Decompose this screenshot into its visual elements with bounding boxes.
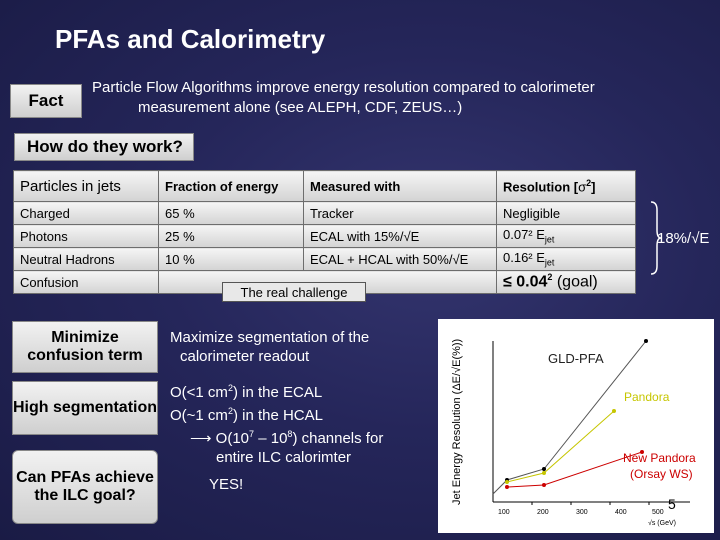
minimize-confusion-box: Minimize confusion term — [12, 321, 158, 373]
cell-resolution: 0.16² $E_{jet}$ — [497, 248, 636, 271]
intro-line-1: Particle Flow Algorithms improve energy resolution compared to calorimeter — [92, 79, 595, 96]
cell-resolution: 0.07² $E_{jet}$ — [497, 225, 636, 248]
header-fraction: Fraction of energy — [159, 171, 304, 202]
header-resolution: Resolution $[\sigma^2]$ — [497, 171, 636, 202]
legend-orsay-ws: (Orsay WS) — [630, 467, 693, 481]
x-tick-label: 500 — [652, 509, 664, 516]
how-label-box: How do they work? — [14, 133, 194, 161]
gld-pfa-point — [542, 467, 546, 471]
high-segmentation-box: High segmentation — [12, 381, 158, 435]
table-header-row — [14, 171, 636, 202]
x-tick-label: 100 — [498, 509, 510, 516]
cell-goal: ≤ $0.04^2$ (goal) — [497, 271, 636, 294]
cell-measured: Tracker — [304, 202, 497, 225]
yes-answer: YES! — [209, 476, 244, 493]
combined-resolution-label: 18%/√E — [657, 230, 710, 247]
segmentation-text: Maximize segmentation of the calorimeter readout — [170, 329, 370, 365]
new-pandora-line — [507, 452, 642, 487]
cell-fraction: 25 % — [159, 225, 304, 248]
header-particles: Particles in jets — [14, 171, 159, 202]
x-tick-label: 400 — [615, 509, 627, 516]
table-row — [14, 202, 636, 225]
plot-x-label: √s (GeV) — [648, 520, 676, 527]
cell-size-text: O(<1 $cm^2$) in the ECAL O(~1 $cm^2$) in the HCAL ⟶ $O(10^7 - 10^8)$ channels for entire ILC calorimter — [170, 383, 384, 466]
gld-pfa-point — [644, 339, 648, 343]
cell-fraction: 65 % — [159, 202, 304, 225]
cell-particle: Neutral Hadrons — [14, 248, 159, 271]
challenge-label: The real challenge — [222, 282, 366, 302]
fact-label-box: Fact — [10, 84, 82, 118]
plot-y-label: Jet Energy Resolution (ΔE/√E(%)) — [451, 338, 463, 505]
new-pandora-point — [505, 485, 509, 489]
cell-fraction: 10 % — [159, 248, 304, 271]
pandora-point — [612, 409, 616, 413]
cell-measured: ECAL with 15%/√E — [304, 225, 497, 248]
legend-pandora: Pandora — [624, 390, 670, 404]
ilc-goal-question-box: Can PFAs achieve the ILC goal? — [12, 450, 158, 524]
new-pandora-point — [542, 483, 546, 487]
legend-gld-pfa: GLD-PFA — [548, 351, 604, 366]
pandora-line — [507, 411, 614, 482]
slide-title: PFAs and Calorimetry — [55, 24, 326, 54]
table-row — [14, 225, 636, 248]
pandora-point — [505, 480, 509, 484]
cell-measured: ECAL + HCAL with 50%/√E — [304, 248, 497, 271]
cell-confusion: Confusion — [14, 271, 159, 294]
legend-new-pandora: New Pandora — [623, 451, 696, 465]
intro-text — [92, 78, 652, 118]
header-measured: Measured with — [304, 171, 497, 202]
pandora-point — [542, 471, 546, 475]
x-tick-label: 300 — [576, 509, 588, 516]
resolution-table — [13, 170, 636, 294]
cell-resolution: Negligible — [497, 202, 636, 225]
table-row — [14, 248, 636, 271]
intro-line-2: measurement alone (see ALEPH, CDF, ZEUS…) — [138, 99, 463, 116]
cell-particle: Photons — [14, 225, 159, 248]
page-number: 5 — [668, 496, 676, 512]
cell-particle: Charged — [14, 202, 159, 225]
x-tick-label: 200 — [537, 509, 549, 516]
